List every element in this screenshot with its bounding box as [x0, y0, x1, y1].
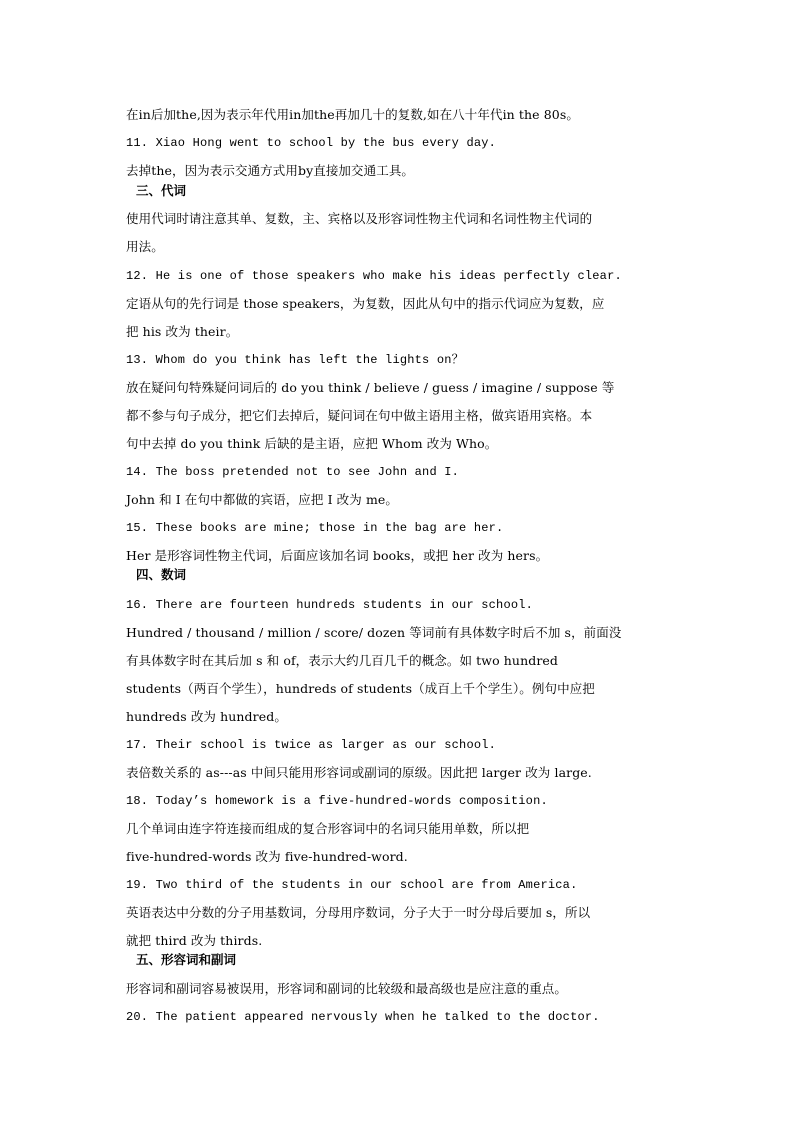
explanation-line: 用法。 — [126, 239, 164, 254]
example-sentence: 17. Their school is twice as larger as our school. — [126, 738, 497, 752]
explanation-line: 几个单词由连字符连接而组成的复合形容词中的名词只能用单数，所以把 — [126, 821, 530, 836]
explanation-line: 把 his 改为 their。 — [126, 324, 239, 339]
explanation-line: Hundred / thousand / million / score/ dozen 等词前有具体数字时后不加 s，前面没 — [126, 625, 622, 640]
explanation-line: 句中去掉 do you think 后缺的是主语，应把 Whom 改为 Who。 — [126, 436, 498, 451]
section-heading: 三、代词 — [136, 183, 187, 198]
example-sentence: 11. Xiao Hong went to school by the bus every day. — [126, 136, 497, 150]
example-sentence: 16. There are fourteen hundreds students in our school. — [126, 598, 534, 612]
explanation-line: five-hundred-words 改为 five-hundred-word. — [126, 849, 408, 864]
example-sentence: 13. Whom do you think has left the lights on？ — [126, 353, 464, 367]
explanation-line: John 和 I 在句中都做的宾语，应把 I 改为 me。 — [126, 492, 399, 507]
section-heading: 五、形容词和副词 — [136, 952, 237, 967]
example-sentence: 12. He is one of those speakers who make his ideas perfectly clear. — [126, 269, 622, 283]
explanation-line: hundreds 改为 hundred。 — [126, 709, 287, 724]
example-sentence: 19. Two third of the students in our school are from America. — [126, 878, 578, 892]
example-sentence: 14. The boss pretended not to see John and I. — [126, 465, 460, 479]
example-sentence: 20. The patient appeared nervously when he talked to the doctor. — [126, 1010, 600, 1024]
explanation-line: 定语从句的先行词是 those speakers，为复数，因此从句中的指示代词应为复数，应 — [126, 296, 605, 311]
example-sentence: 15. These books are mine; those in the bag are her. — [126, 521, 504, 535]
explanation-line: 在in后加the,因为表示年代用in加the再加几十的复数,如在八十年代in the 80s。 — [126, 107, 579, 122]
explanation-line: 放在疑问句特殊疑问词后的 do you think / believe / guess / imagine / suppose 等 — [126, 380, 615, 395]
explanation-line: 使用代词时请注意其单、复数，主、宾格以及形容词性物主代词和名词性物主代词的 — [126, 211, 593, 226]
explanation-line: Her 是形容词性物主代词，后面应该加名词 books，或把 her 改为 hers。 — [126, 548, 549, 563]
section-heading: 四、数词 — [136, 567, 187, 582]
explanation-line: 去掉the，因为表示交通方式用by直接加交通工具。 — [126, 163, 415, 178]
explanation-line: 形容词和副词容易被误用，形容词和副词的比较级和最高级也是应注意的重点。 — [126, 981, 568, 996]
explanation-line: 都不参与句子成分，把它们去掉后，疑问词在句中做主语用主格，做宾语用宾格。本 — [126, 408, 593, 423]
explanation-line: 有具体数字时在其后加 s 和 of，表示大约几百几千的概念。如 two hundred — [126, 653, 559, 668]
explanation-line: 英语表达中分数的分子用基数词，分母用序数词，分子大于一时分母后要加 s，所以 — [126, 905, 591, 920]
explanation-line: 表倍数关系的 as---as 中间只能用形容词或副词的原级。因此把 larger 改为 large. — [126, 765, 592, 780]
explanation-line: 就把 third 改为 thirds. — [126, 933, 263, 948]
explanation-line: students（两百个学生），hundreds of students（成百上千个学生）。例句中应把 — [126, 681, 595, 696]
example-sentence: 18. Today’s homework is a five-hundred-words composition. — [126, 794, 548, 808]
